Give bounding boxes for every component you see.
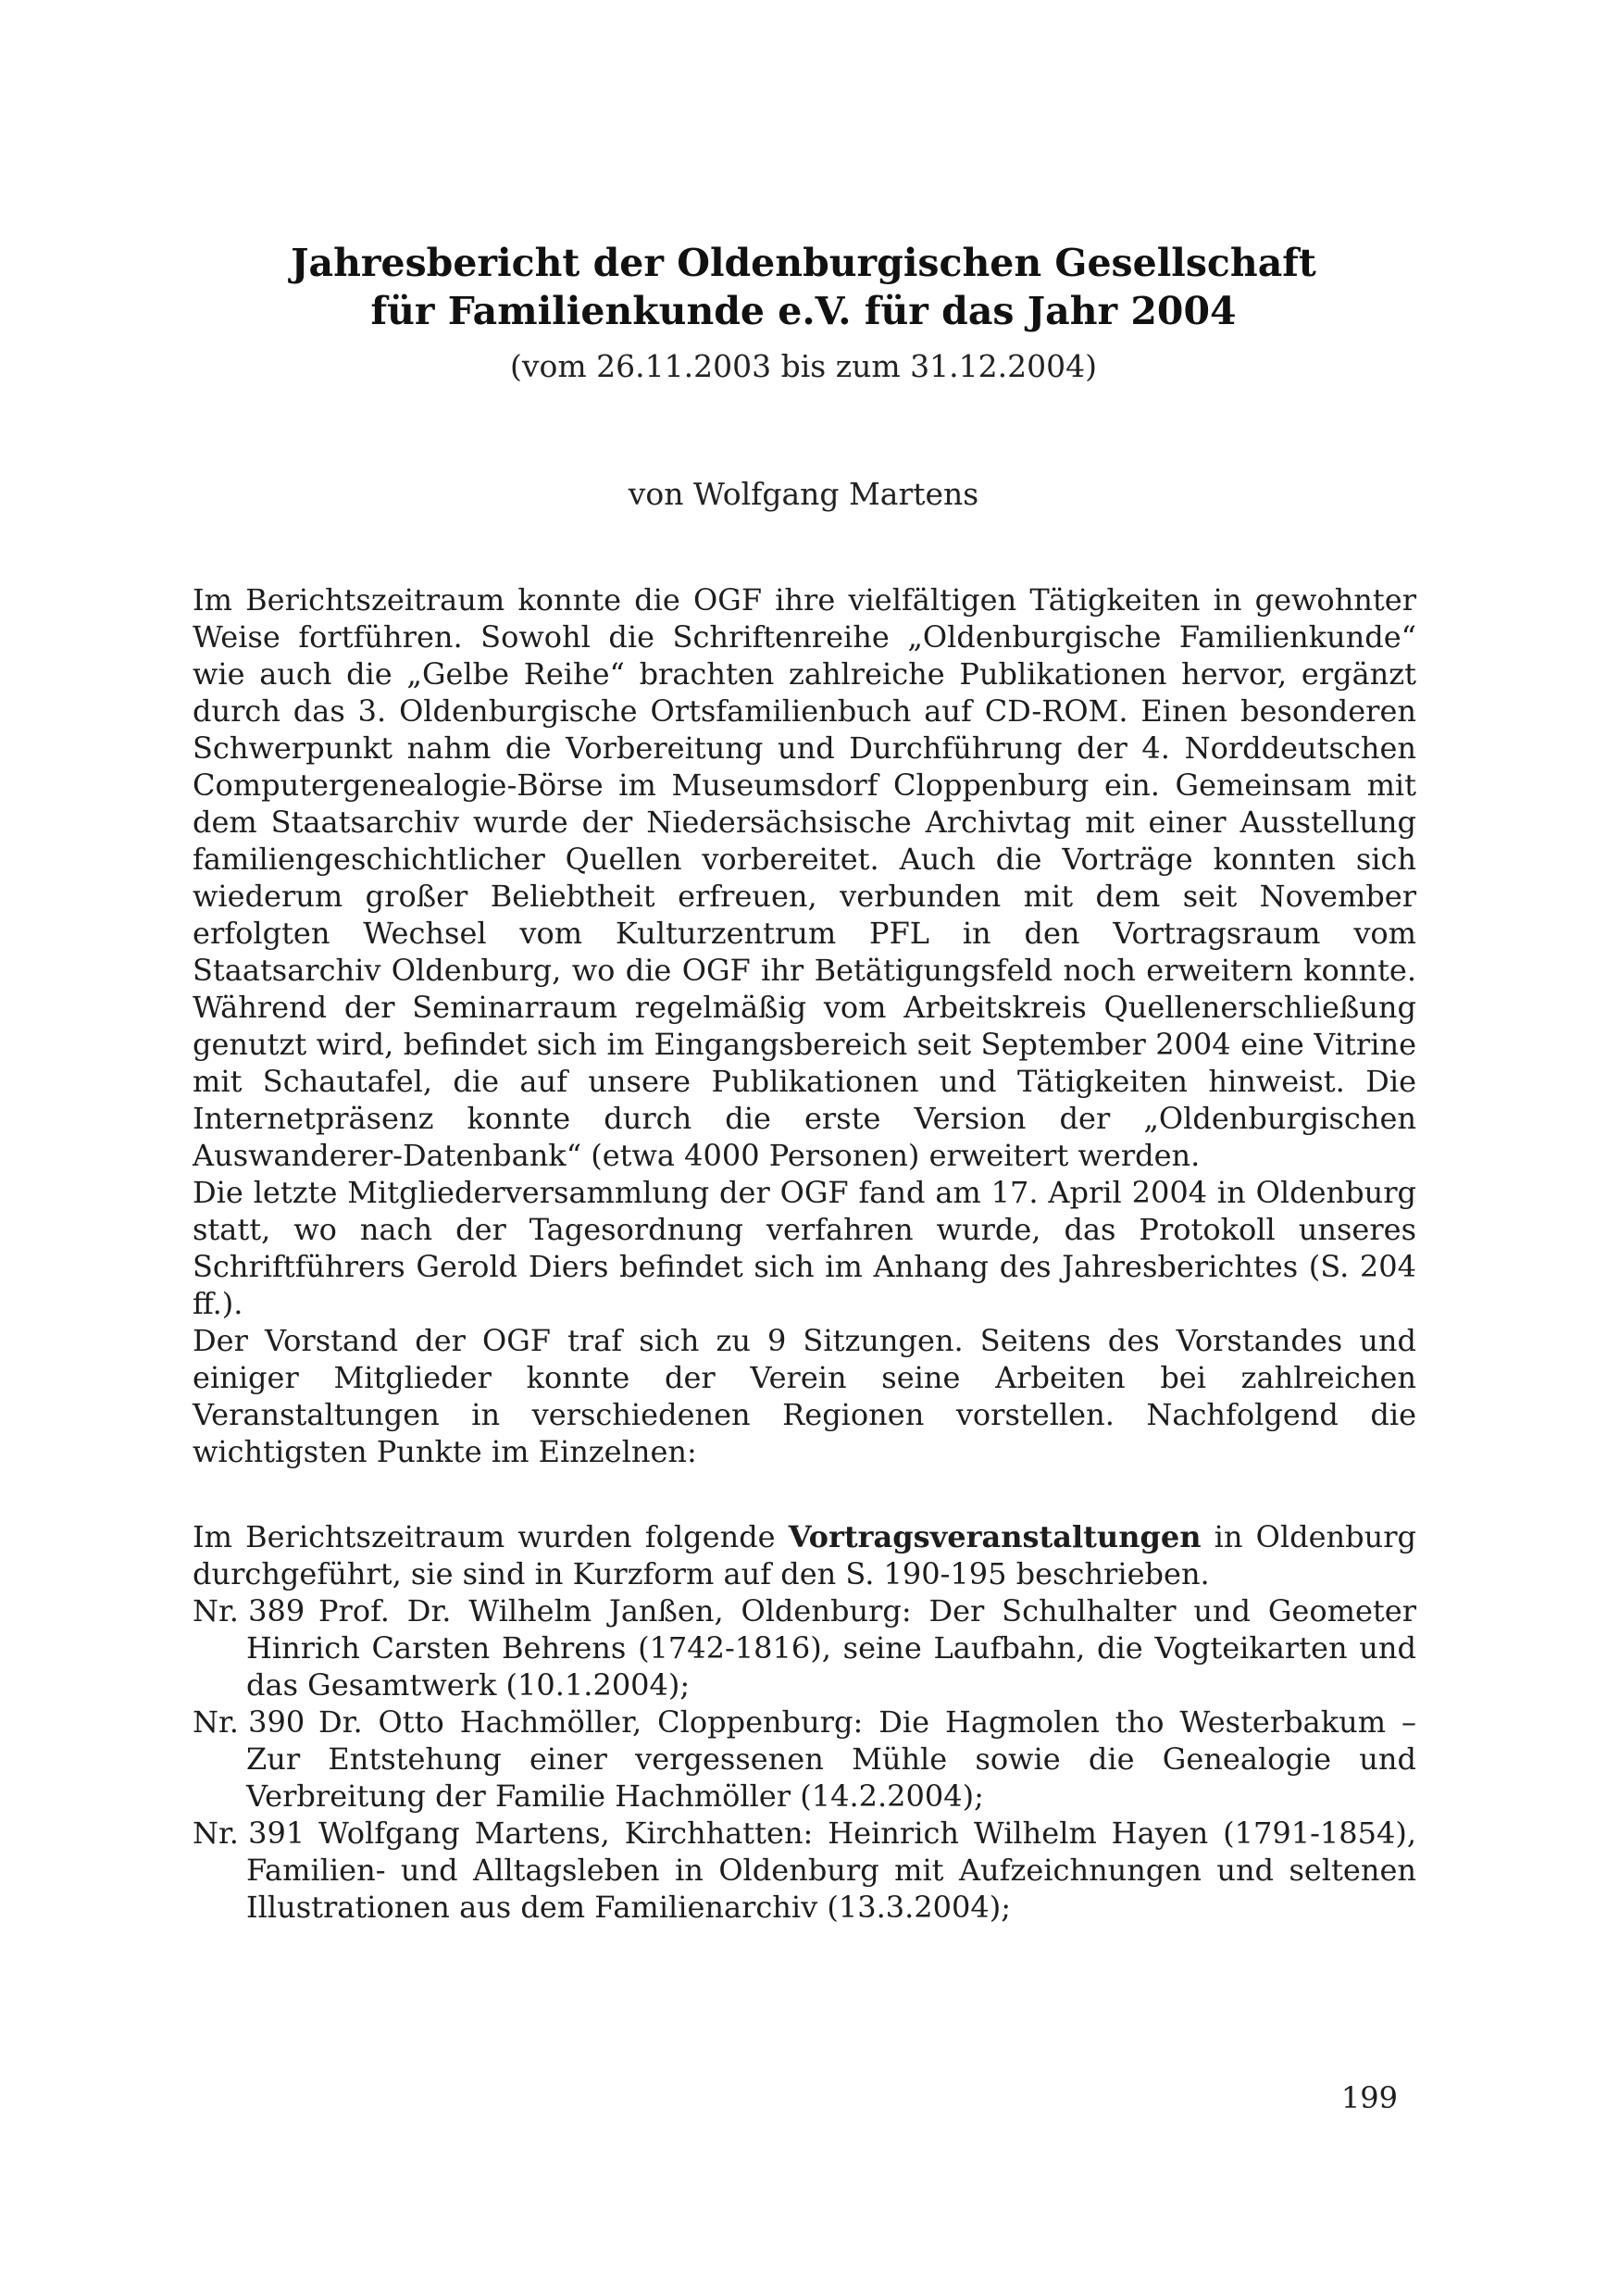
lecture-text: Dr. Otto Hachmöller, Cloppenburg: Die Hagmolen tho Westerbakum – Zur Entstehung einer vergessenen Mühle sowie die Genealogie und Verbreitung der Familie Hachmöller (14.2.2004); [246, 1704, 1416, 1814]
lecture-entry [193, 1703, 1416, 1815]
lecture-number: Nr. 389 [193, 1593, 305, 1628]
lecture-entry [193, 1592, 1416, 1703]
author-byline: von Wolfgang Martens [628, 476, 979, 512]
lectures-heading-bold: Vortragsveranstaltungen [788, 1519, 1202, 1554]
document-title-line-1: Jahresbericht der Oldenburgischen Gesellschaft [291, 241, 1316, 285]
lecture-number: Nr. 391 [193, 1816, 305, 1851]
lecture-number: Nr. 390 [193, 1704, 305, 1740]
lecture-text: Wolfgang Martens, Kirchhatten: Heinrich Wilhelm Hayen (1791-1854), Familien- und Alltagsleben in Oldenburg mit Aufzeichnungen und seltenen Illustrationen aus dem Familienarchiv (13.3.2004); [246, 1816, 1416, 1925]
lecture-text: Prof. Dr. Wilhelm Janßen, Oldenburg: Der Schulhalter und Geometer Hinrich Carsten Behrens (1742-1816), seine Laufbahn, die Vogteikarten und das Gesamtwerk (10.1.2004); [246, 1593, 1416, 1703]
lectures-intro-start: Im Berichtszeitraum wurden folgende [193, 1519, 789, 1554]
paragraph-lectures-intro [193, 1518, 1416, 1592]
date-range: (vom 26.11.2003 bis zum 31.12.2004) [510, 348, 1097, 384]
paragraph-general-meeting: Die letzte Mitgliederversammlung der OGF fand am 17. April 2004 in Oldenburg statt, wo nach der Tagesordnung verfahren wurde, das Protokoll unseres Schriftführers Gerold Diers befindet sich im Anhang des Jahresberichtes (S. 204 ff.). [193, 1175, 1416, 1321]
paragraph-overview: Im Berichtszeitraum konnte die OGF ihre vielfältigen Tätigkeiten in gewohnter Weise fortführen. Sowohl die Schriftenreihe „Oldenburgische Familienkunde“ wie auch die „Gelbe Reihe“ brachten zahlreiche Publikationen hervor, ergänzt durch das 3. Oldenburgische Ortsfamilienbuch auf CD-ROM. Einen besonderen Schwerpunkt nahm die Vorbereitung und Durchführung der 4. Norddeutschen Computergenealogie-Börse im Museumsdorf Cloppenburg ein. Gemeinsam mit dem Staatsarchiv wurde der Niedersächsische Archivtag mit einer Ausstellung familiengeschichtlicher Quellen vorbereitet. Auch die Vorträge konnten sich wiederum großer Beliebtheit erfreuen, verbunden mit dem seit November erfolgten Wechsel vom Kulturzentrum PFL in den Vortragsraum vom Staatsarchiv Oldenburg, wo die OGF ihr Betätigungsfeld noch erweitern konnte. Während der Seminarraum regelmäßig vom Arbeitskreis Quellenerschließung genutzt wird, befindet sich im Eingangsbereich seit September 2004 eine Vitrine mit Schautafel, die auf unsere Publikationen und Tätigkeiten hinweist. Die Internetpräsenz konnte durch die erste Version der „Oldenburgischen Auswanderer-Datenbank“ (etwa 4000 Personen) erweitert werden. [193, 582, 1416, 1173]
body-text [193, 581, 1416, 1926]
paragraph-board-meetings: Der Vorstand der OGF traf sich zu 9 Sitzungen. Seitens des Vorstandes und einiger Mitglieder konnte der Verein seine Arbeiten bei zahlreichen Veranstaltungen in verschiedenen Regionen vorstellen. Nachfolgend die wichtigsten Punkte im Einzelnen: [193, 1323, 1416, 1469]
title-block [0, 239, 1607, 387]
page-number: 199 [1340, 2080, 1398, 2115]
lecture-entry [193, 1815, 1416, 1926]
document-title-line-2: für Familienkunde e.V. für das Jahr 2004 [370, 289, 1237, 333]
lectures-intro-end: in Oldenburg durchgeführt, sie sind in Kurzform auf den S. 190-195 beschrieben. [193, 1519, 1416, 1591]
